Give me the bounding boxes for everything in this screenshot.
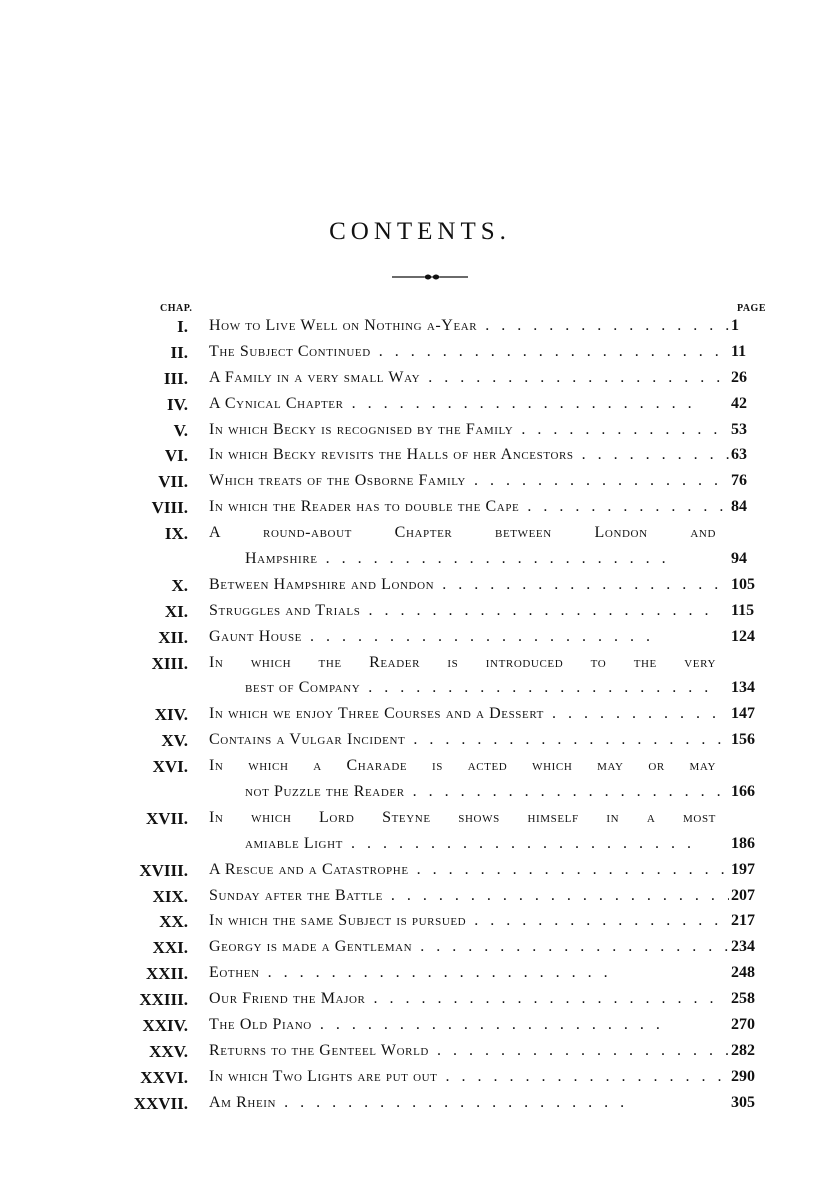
contents-entry — [0, 1013, 840, 1039]
chapter-title: Struggles and Trials . . — [209, 602, 729, 620]
page-number: 197 — [731, 860, 755, 878]
chapter-title: In which the Reader has to double the Cape . . — [209, 498, 729, 516]
chapter-title: Between Hampshire and London . . — [209, 576, 729, 594]
chapter-title: Our Friend the Major . . — [209, 990, 729, 1008]
chapter-number: VIII. — [151, 498, 188, 518]
chapter-title: Gaunt House . . — [209, 628, 729, 646]
ornament-divider-icon — [390, 271, 470, 283]
page-number: 270 — [731, 1016, 755, 1034]
page-title: CONTENTS. — [329, 218, 511, 245]
page-number: 282 — [731, 1041, 755, 1059]
chapter-title: In which the Reader is introduced to the very — [209, 653, 716, 671]
chapter-number: IX. — [164, 524, 188, 544]
chapter-title: A Family in a very small Way . . — [209, 369, 729, 387]
page-number: 290 — [731, 1067, 755, 1085]
page-number: 42 — [731, 394, 747, 412]
chapter-number: XXV. — [149, 1041, 188, 1061]
chapter-title: Contains a Vulgar Incident . . — [209, 731, 729, 749]
contents-entry — [0, 987, 840, 1013]
chapter-title: In which Two Lights are put out . . — [209, 1068, 729, 1086]
chapter-number: XXIII. — [139, 990, 188, 1010]
contents-entry — [0, 884, 840, 910]
page-number: 76 — [731, 472, 747, 490]
chapter-number: XII. — [158, 627, 188, 647]
chapter-number: III. — [163, 368, 188, 388]
page-number: 1 — [731, 317, 739, 334]
page-number: 186 — [731, 834, 755, 852]
page-number: 305 — [731, 1093, 755, 1111]
chapter-title: In which the same Subject is pursued . . — [209, 912, 729, 930]
chapter-title: best of Company . . — [245, 679, 729, 697]
chapter-number: XI. — [164, 601, 188, 621]
page-number: 11 — [731, 342, 747, 360]
chapter-number: XXVII. — [133, 1093, 188, 1113]
contents-entry — [0, 573, 840, 599]
contents-entry — [0, 392, 840, 418]
chapter-title: Georgy is made a Gentleman . . — [209, 938, 729, 956]
contents-entry — [0, 1091, 840, 1117]
contents-entry — [0, 832, 840, 858]
chapter-title: A Rescue and a Catastrophe . . — [209, 861, 729, 879]
contents-entry — [0, 780, 840, 806]
contents-entry — [0, 521, 840, 547]
chapter-title: Hampshire . . — [245, 550, 729, 568]
chapter-number: XIX. — [152, 886, 188, 906]
chapter-number: II. — [170, 342, 188, 362]
chapter-number: X. — [171, 575, 188, 595]
page-number: 258 — [731, 990, 755, 1008]
contents-entry — [0, 314, 840, 340]
page-number: 166 — [731, 783, 755, 801]
chapter-title: The Old Piano . . — [209, 1016, 729, 1034]
chapter-number: V. — [173, 420, 188, 440]
chapter-number: XIII. — [151, 653, 188, 673]
contents-entry — [0, 754, 840, 780]
contents-entry — [0, 443, 840, 469]
contents-entry — [0, 935, 840, 961]
chapter-title: Sunday after the Battle . . — [209, 887, 729, 905]
chapter-number: VI. — [164, 446, 188, 466]
chapter-number: XVII. — [145, 808, 188, 828]
chapter-title: not Puzzle the Reader . . — [245, 783, 729, 801]
page-number: 217 — [731, 912, 755, 930]
chapter-title: amiable Light . . — [245, 835, 729, 853]
page-number: 84 — [731, 498, 747, 516]
chapter-number: I. — [177, 317, 188, 336]
contents-entry — [0, 366, 840, 392]
chapter-title: Am Rhein . . — [209, 1094, 729, 1112]
page-number: 147 — [731, 705, 755, 723]
chapter-title: In which we enjoy Three Courses and a Dessert . . — [209, 705, 729, 723]
page-number: 207 — [731, 886, 755, 904]
contents-list — [0, 314, 840, 1117]
chapter-title: A round-about Chapter between London and — [209, 524, 716, 542]
chapter-title: Returns to the Genteel World . . — [209, 1042, 729, 1060]
contents-entry — [0, 625, 840, 651]
contents-entry — [0, 418, 840, 444]
contents-entry — [0, 340, 840, 366]
chapter-title: Which treats of the Osborne Family . . — [209, 472, 729, 490]
contents-entry — [0, 858, 840, 884]
chapter-number: XX. — [159, 912, 188, 932]
contents-entry — [0, 651, 840, 677]
chapter-title: In which Becky revisits the Halls of her Ancestors . . — [209, 446, 729, 464]
page-column-label: PAGE — [736, 303, 766, 314]
contents-entry — [0, 469, 840, 495]
contents-entry — [0, 676, 840, 702]
chapter-column-label: CHAP. — [160, 303, 193, 314]
chapter-title: In which a Charade is acted which may or may — [209, 757, 716, 775]
page-number: 156 — [731, 731, 755, 749]
contents-entry — [0, 547, 840, 573]
chapter-number: XV. — [161, 731, 188, 751]
contents-entry — [0, 1065, 840, 1091]
contents-entry — [0, 495, 840, 521]
contents-entry — [0, 961, 840, 987]
page-number: 105 — [731, 575, 755, 593]
chapter-title: The Subject Continued . . — [209, 343, 729, 361]
chapter-number: XIV. — [154, 705, 188, 725]
chapter-title: Eothen . . — [209, 964, 729, 982]
chapter-title: A Cynical Chapter . . — [209, 395, 729, 413]
page-number: 124 — [731, 627, 755, 645]
page-number: 63 — [731, 446, 747, 464]
page-number: 234 — [731, 938, 755, 956]
chapter-number: XXII. — [145, 964, 188, 984]
chapter-number: VII. — [158, 472, 188, 492]
contents-entry — [0, 909, 840, 935]
chapter-number: XVIII. — [139, 860, 188, 880]
contents-entry — [0, 806, 840, 832]
chapter-number: IV. — [167, 394, 188, 414]
chapter-number: XXIV. — [142, 1016, 188, 1036]
contents-entry — [0, 702, 840, 728]
page-number: 115 — [731, 601, 755, 619]
page-number: 134 — [731, 679, 755, 697]
chapter-title: How to Live Well on Nothing a-Year . . — [209, 317, 729, 335]
contents-entry — [0, 728, 840, 754]
chapter-number: XXVI. — [140, 1067, 188, 1087]
page-number: 94 — [731, 550, 747, 568]
contents-entry — [0, 599, 840, 625]
page-number: 26 — [731, 368, 747, 386]
chapter-title: In which Becky is recognised by the Family . . — [209, 421, 729, 439]
page-number: 53 — [731, 420, 747, 438]
page-number: 248 — [731, 964, 755, 982]
chapter-number: XXI. — [152, 938, 188, 958]
chapter-title: In which Lord Steyne shows himself in a most — [209, 808, 716, 826]
chapter-number: XVI. — [152, 757, 188, 777]
contents-entry — [0, 1039, 840, 1065]
